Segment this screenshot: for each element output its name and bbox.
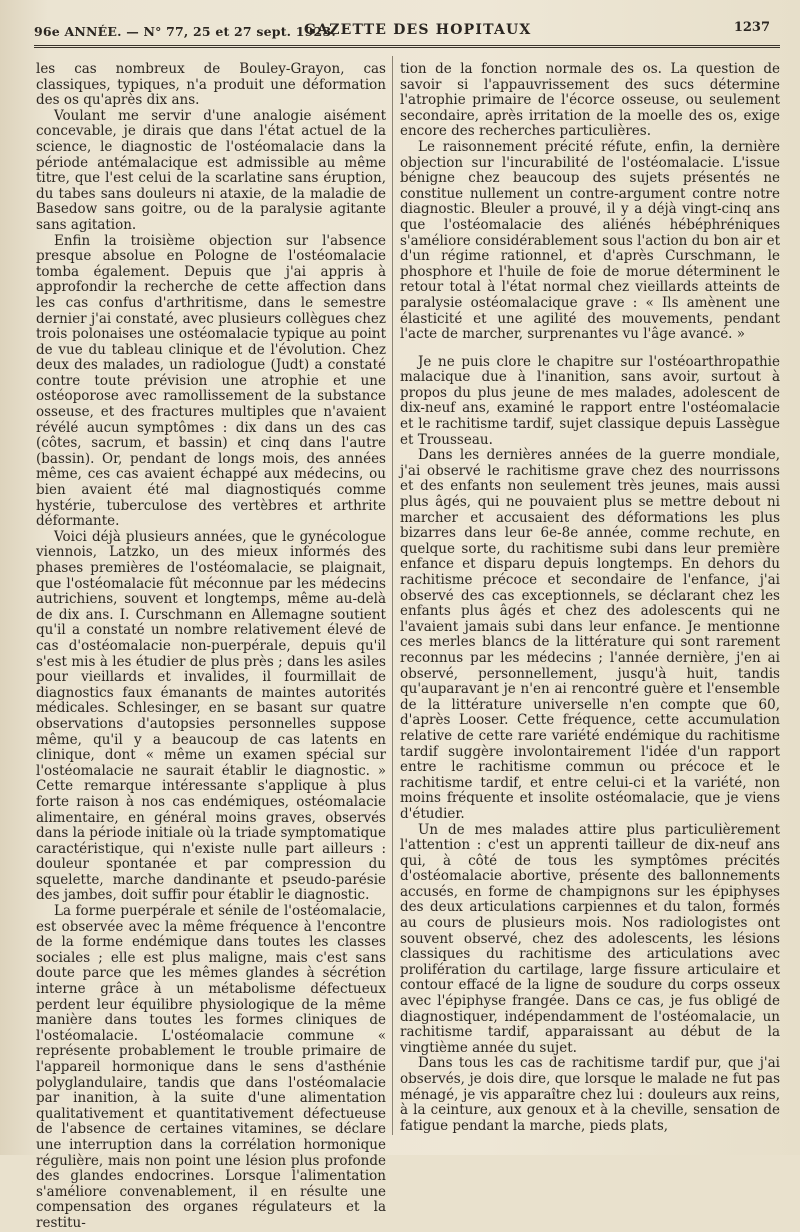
page-number: 1237 [733, 20, 770, 35]
paragraph: Enfin la troisième objection sur l'absence presque absolue en Pologne de l'ostéomalacie tomba également. Depuis que j'ai appris à approfondir la recherche de cette affection dans les cas confus d'arthritisme, dans le semestre dernier j'ai constaté, avec plusieurs collègues chez trois polonaises une ostéomalacie typique au point de vue du tableau clinique et de l'évolution. Chez deux des malades, un radiologue (Judt) a constaté contre toute prévision une atrophie et une ostéoporose avec ramollissement de la substance osseuse, et des fractures multiples que n'avaient révélé aucun symptômes : dix dans un des cas (côtes, sacrum, et bassin) et cinq dans l'autre (bassin). Or, pendant de longs mois, des années même, ces cas avaient échappé aux médecins, ou bien avaient été mal diagnostiqués comme hystérie, tuberculose des vertèbres et arthrite déformante. [36, 232, 386, 530]
left-column [36, 61, 386, 1231]
header-rule [34, 45, 780, 48]
paragraph: La forme puerpérale et sénile de l'ostéomalacie, est observée avec la même fréquence à l'encontre de la forme endémique dans toutes les classes sociales ; elle est plus maligne, mais c'est sans doute parce que les mêmes glandes à sécrétion interne grâce à un métabolisme défectueux perdent leur équilibre physiologique de la même manière dans toutes les formes cliniques de l'ostéomalacie. L'ostéomalacie commune « représente probablement le trouble primaire de l'appareil hormonique dans le sens d'asthénie polyglandulaire, tandis que dans l'ostéomalacie par inanition, à la suite d'une alimentation qualitativement et quantitativement défectueuse de l'absence de certaines vitamines, se déclare une interruption dans la corrélation hormonique régulière, mais non point une lésion plus profonde des glandes endocrines. Lorsque l'alimentation s'améliore convenablement, il en résulte une compensation des organes régulateurs et la restitu- [36, 903, 386, 1231]
page-header [34, 18, 778, 46]
column-divider [392, 56, 393, 1135]
paragraph: Voulant me servir d'une analogie aisément concevable, je dirais que dans l'état actuel de la science, le diagnostic de l'ostéomalacie dans la période antémalacique est admissible au même titre, que l'est celui de la scarlatine sans éruption, du tabes sans douleurs ni ataxie, de la maladie de Basedow sans goitre, ou de la paralysie agitante sans agitation. [36, 107, 386, 233]
paragraph: Voici déjà plusieurs années, que le gynécologue viennois, Latzko, un des mieux informés des phases premières de l'ostéomalacie, se plaignait, que l'ostéomalacie fût méconnue par les médecins autrichiens, souvent et longtemps, même au-delà de dix ans. I. Curschmann en Allemagne soutient qu'il a constaté un nombre relativement élevé de cas d'ostéomalacie non-puerpérale, depuis qu'il s'est mis à les étudier de plus près ; dans les asiles pour vieillards et invalides, il fourmillait de diagnostics faux émanants de maintes autorités médicales. Schlesinger, en se basant sur quatre observations d'autopsies personnelles suppose même, qu'il y a beaucoup de cas latents en clinique, dont « même un examen spécial sur l'ostéomalacie ne saurait établir le diagnostic. » Cette remarque intéressante s'applique à plus forte raison à nos cas endémiques, ostéomalacie alimentaire, en général moins graves, observés dans la période initiale où la triade symptomatique caractéristique, qui n'existe nulle part ailleurs : douleur spontanée et par compression du squelette, marche dandinante et pseudo-parésie des jambes, doit suffir pour établir le diagnostic. [36, 528, 386, 904]
paragraph: Un de mes malades attire plus particulièrement l'attention : c'est un apprenti tailleur de dix-neuf ans qui, à côté de tous les symptômes précités d'ostéomalacie abortive, présente des ballonnements accusés, en forme de champignons sur les épiphyses des deux articulations carpiennes et du talon, formés au cours de plusieurs mois. Nos radiologistes ont souvent observé, chez des adolescents, les lésions classiques du rachitisme des articulations avec prolifération du cartilage, large fissure articulaire et contour effacé de la ligne de soudure du corps osseux avec l'épiphyse frangée. Dans ce cas, je fus obligé de diagnostiquer, indépendamment de l'ostéomalacie, un rachitisme tardif, apparaissant au début de la vingtième année du sujet. [400, 821, 780, 1056]
paragraph: tion de la fonction normale des os. La question de savoir si l'appauvrissement des sucs détermine l'atrophie primaire de l'écorce osseuse, ou seulement secondaire, après irritation de la moelle des os, exige encore des recherches particulières. [400, 61, 780, 140]
paragraph: Dans les dernières années de la guerre mondiale, j'ai observé le rachitisme grave chez des nourrissons et des enfants non seulement très jeunes, mais aussi plus âgés, qui ne pouvaient plus se mettre debout ni marcher et accusaient des déformations les plus bizarres dans leur 6e-8e année, comme rechute, en quelque sorte, du rachitisme subi dans leur première enfance et disparu depuis longtemps. En dehors du rachitisme précoce et secondaire de l'enfance, j'ai observé des cas exceptionnels, se déclarant chez les enfants plus âgés et chez des adolescents qui ne l'avaient jamais subi dans leur enfance. Je mentionne ces merles blancs de la littérature qui sont rarement reconnus par les médecins ; l'année dernière, j'en ai observé, personnellement, jusqu'à huit, tandis qu'auparavant je n'en ai rencontré guère et l'ensemble de la littérature universelle n'en compte que 60, d'après Looser. Cette fréquence, cette accumulation relative de cette rare variété endémique du rachitisme tardif suggère involontairement l'idée d'un rapport entre le rachitisme commun ou précoce et le rachitisme tardif, et entre celui-ci et la variété, non moins fréquente et insolite ostéomalacie, que je viens d'étudier. [400, 447, 780, 822]
paragraph: Je ne puis clore le chapitre sur l'ostéoarthropathie malacique due à l'inanition, sans avoir, surtout à propos du plus jeune de mes malades, adolescent de dix-neuf ans, examiné le rapport entre l'ostéomalacie et le rachitisme tardif, sujet classique depuis Lassègue et Trousseau. [400, 353, 780, 448]
paragraph: Le raisonnement précité réfute, enfin, la dernière objection sur l'incurabilité de l'ostéomalacie. L'issue bénigne chez beaucoup des sujets présentés ne constitue nullement un contre-argument contre notre diagnostic. Bleuler a prouvé, il y a déjà vingt-cinq ans que l'ostéomalacie des aliénés hébéphréniques s'améliore considérablement sous l'action du bon air et d'un régime rationnel, et d'après Curschmann, le phosphore et l'huile de foie de morue déterminent le retour total à l'état normal chez vieillards atteints de paralysie ostéomalacique grave : « Ils amènent une élasticité et une agilité des mouvements, pendant l'acte de marcher, surprenantes vu l'âge avancé. » [400, 138, 780, 343]
right-column [400, 62, 780, 1143]
paragraph: Dans tous les cas de rachitisme tardif pur, que j'ai observés, je dois dire, que lorsque le malade ne fut pas ménagé, je vis apparaître chez lui : douleurs aux reins, à la ceinture, aux genoux et à la cheville, sensation de fatigue pendant la marche, pieds plats, [400, 1055, 780, 1134]
issue-info: 96e ANNÉE. — N° 77, 25 et 27 sept. 1923. [34, 24, 336, 39]
publication-title: GAZETTE DES HOPITAUX [304, 22, 532, 38]
paragraph: les cas nombreux de Bouley-Grayon, cas classiques, typiques, n'a produit une déformation des os qu'après dix ans. [36, 61, 386, 109]
